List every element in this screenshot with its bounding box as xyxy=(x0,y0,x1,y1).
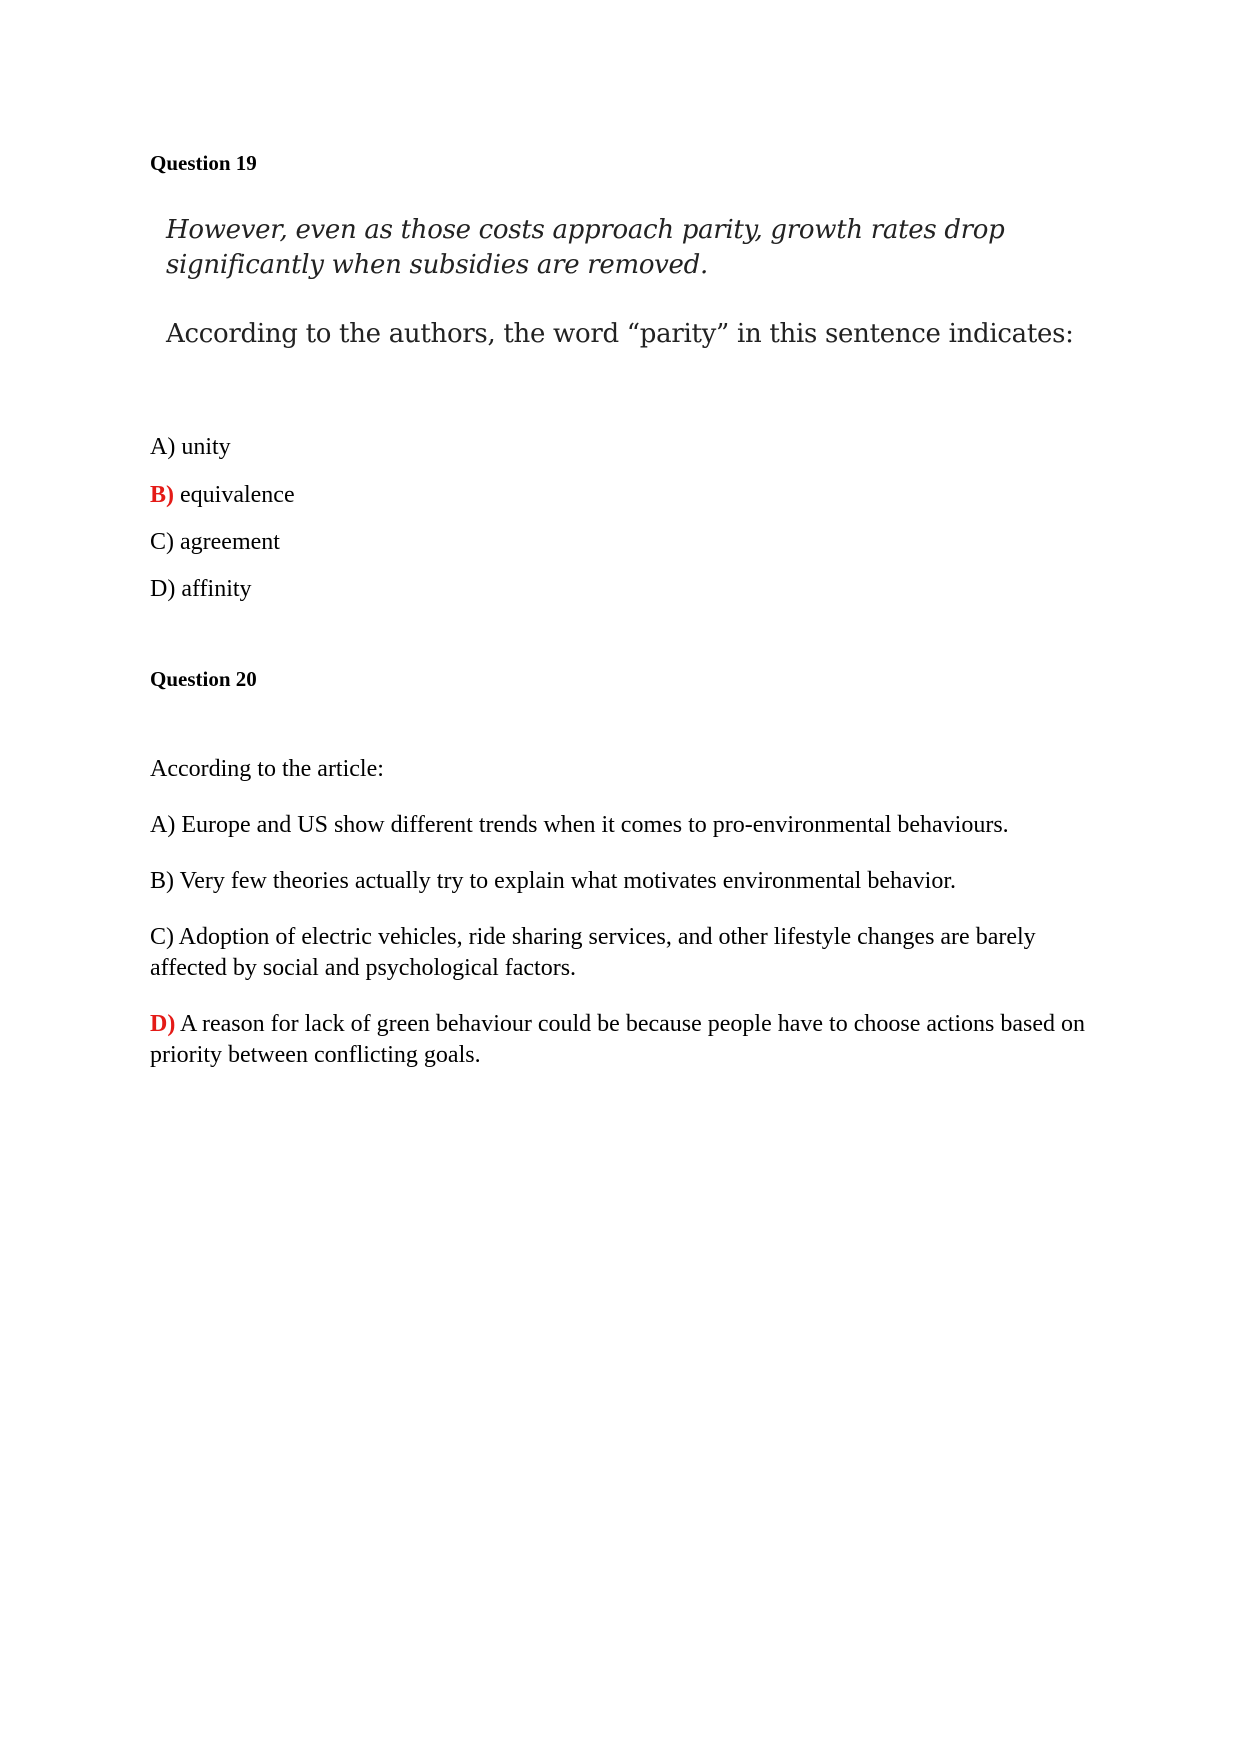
question-19-option-d xyxy=(150,574,1090,605)
question-19-title: Question 19 xyxy=(150,151,257,175)
option-key: A) xyxy=(150,812,176,838)
option-text: A reason for lack of green behaviour could be because people have to choose actions based on priority between conflicting goals. xyxy=(150,1011,1085,1068)
option-key: B) xyxy=(150,868,174,894)
option-text: agreement xyxy=(174,529,280,555)
option-text: affinity xyxy=(175,576,252,602)
option-key: A) xyxy=(150,434,176,460)
option-key: C) xyxy=(150,529,174,555)
question-20-option-a xyxy=(150,810,1090,841)
question-19-option-c xyxy=(150,527,1090,558)
option-text: equivalence xyxy=(174,482,295,508)
option-key: D) xyxy=(150,576,176,602)
question-19-option-a xyxy=(150,432,1090,463)
question-19-option-b xyxy=(150,480,1090,511)
option-text: Adoption of electric vehicles, ride sharing services, and other lifestyle changes are barely affected by social and psychological factors. xyxy=(150,924,1036,981)
question-19-prompt: According to the authors, the word “parity” in this sentence indicates: xyxy=(166,319,1074,349)
option-text: Europe and US show different trends when it comes to pro-environmental behaviours. xyxy=(175,812,1009,838)
option-key-correct: D) xyxy=(150,1011,176,1037)
question-20-option-c xyxy=(150,922,1090,984)
option-text: unity xyxy=(175,434,231,460)
question-20-prompt: According to the article: xyxy=(150,756,384,782)
option-key: C) xyxy=(150,924,174,950)
question-20-title: Question 20 xyxy=(150,667,257,691)
question-20-option-d xyxy=(150,1009,1090,1071)
option-key-correct: B) xyxy=(150,482,174,508)
option-text: Very few theories actually try to explain what motivates environmental behavior. xyxy=(174,868,956,894)
question-19-excerpt: However, even as those costs approach parity, growth rates drop significantly when subsidies are removed. xyxy=(166,215,1005,280)
question-20-option-b xyxy=(150,866,1090,897)
